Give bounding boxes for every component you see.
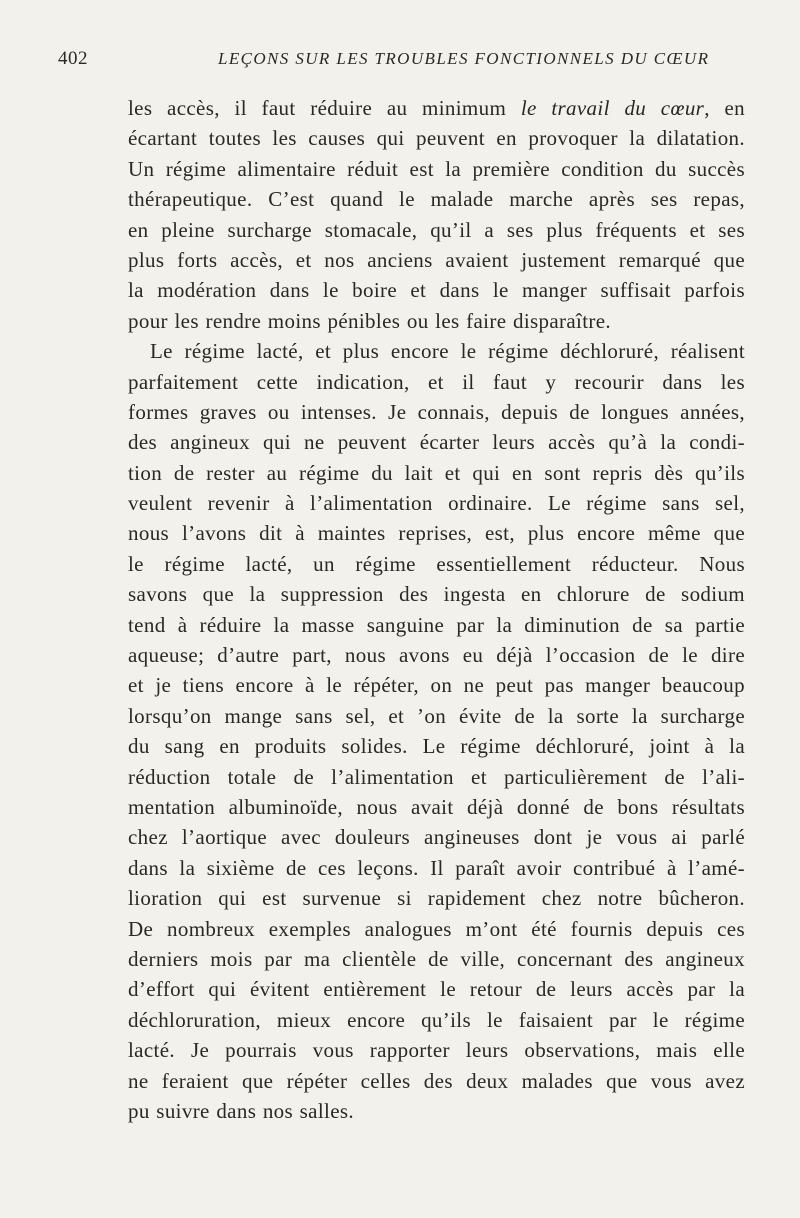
text-line: les accès, il faut réduire au minimum le travail du cœur, en xyxy=(128,96,746,120)
text-line: Le régime lacté, et plus encore le régime déchloruré, réalisent xyxy=(150,339,745,364)
text-line: des angineux qui ne peuvent écarter leurs accès qu’à la condi- xyxy=(128,430,745,455)
page-header xyxy=(58,48,748,74)
text-line: nous l’avons dit à maintes reprises, est, plus encore même que xyxy=(128,521,745,546)
text-line: veulent revenir à l’alimentation ordinaire. Le régime sans sel, xyxy=(128,491,745,516)
text-line: d’effort qui évitent entièrement le retour de leurs accès par la xyxy=(128,977,745,1002)
text-line: déchloruration, mieux encore qu’ils le faisaient par le régime xyxy=(128,1007,745,1032)
text-line: pour les rendre moins pénibles ou les faire disparaître. xyxy=(128,308,612,333)
text-line: lorsqu’on mange sans sel, et ’on évite de la sorte la surcharge xyxy=(128,703,745,728)
text-line: dans la sixième de ces leçons. Il paraît avoir contribué à l’amé- xyxy=(128,855,745,880)
text-line: formes graves ou intenses. Je connais, depuis de longues années, xyxy=(128,399,745,424)
text-line: et je tiens encore à le répéter, on ne peut pas manger beaucoup xyxy=(128,673,745,698)
text-line: chez l’aortique avec douleurs angineuses dont je vous ai parlé xyxy=(128,825,745,850)
text-line: savons que la suppression des ingesta en chlorure de sodium xyxy=(128,582,745,607)
text-line: la modération dans le boire et dans le manger suffisait parfois xyxy=(128,278,745,303)
text-line: pu suivre dans nos salles. xyxy=(128,1098,354,1123)
text-line: lioration qui est survenue si rapidement chez notre bûcheron. xyxy=(128,886,745,911)
running-title: LEÇONS SUR LES TROUBLES FONCTIONNELS DU CŒUR xyxy=(218,49,710,68)
text-line: thérapeutique. C’est quand le malade marche après ses repas, xyxy=(128,187,745,212)
text-line: Un régime alimentaire réduit est la première condition du succès xyxy=(128,156,745,181)
body-text xyxy=(128,93,745,1126)
text-line: De nombreux exemples analogues m’ont été fournis depuis ces xyxy=(128,916,745,941)
text-line: ne feraient que répéter celles des deux malades que vous avez xyxy=(128,1068,745,1093)
text-line: lacté. Je pourrais vous rapporter leurs observations, mais elle xyxy=(128,1038,745,1063)
text-line: derniers mois par ma clientèle de ville, concernant des angineux xyxy=(128,946,745,971)
text-line: écartant toutes les causes qui peuvent en provoquer la dilatation. xyxy=(128,126,745,151)
text-line: parfaitement cette indication, et il faut y recourir dans les xyxy=(128,369,745,394)
text-line: mentation albuminoïde, nous avait déjà donné de bons résultats xyxy=(128,794,745,819)
text-line: tion de rester au régime du lait et qui en sont repris dès qu’ils xyxy=(128,460,745,485)
text-line: plus forts accès, et nos anciens avaient justement remarqué que xyxy=(128,247,745,272)
page-number: 402 xyxy=(58,48,88,69)
text-line: le régime lacté, un régime essentiellement réducteur. Nous xyxy=(128,551,745,576)
italic-phrase: le travail du cœur xyxy=(520,96,705,120)
text-line: aqueuse; d’autre part, nous avons eu déjà l’occasion de le dire xyxy=(128,643,745,668)
text-line: en pleine surcharge stomacale, qu’il a ses plus fréquents et ses xyxy=(128,217,745,242)
text-line: tend à réduire la masse sanguine par la diminution de sa partie xyxy=(128,612,745,637)
text-line: du sang en produits solides. Le régime déchloruré, joint à la xyxy=(128,734,745,759)
text-line: réduction totale de l’alimentation et particulièrement de l’ali- xyxy=(128,764,745,789)
